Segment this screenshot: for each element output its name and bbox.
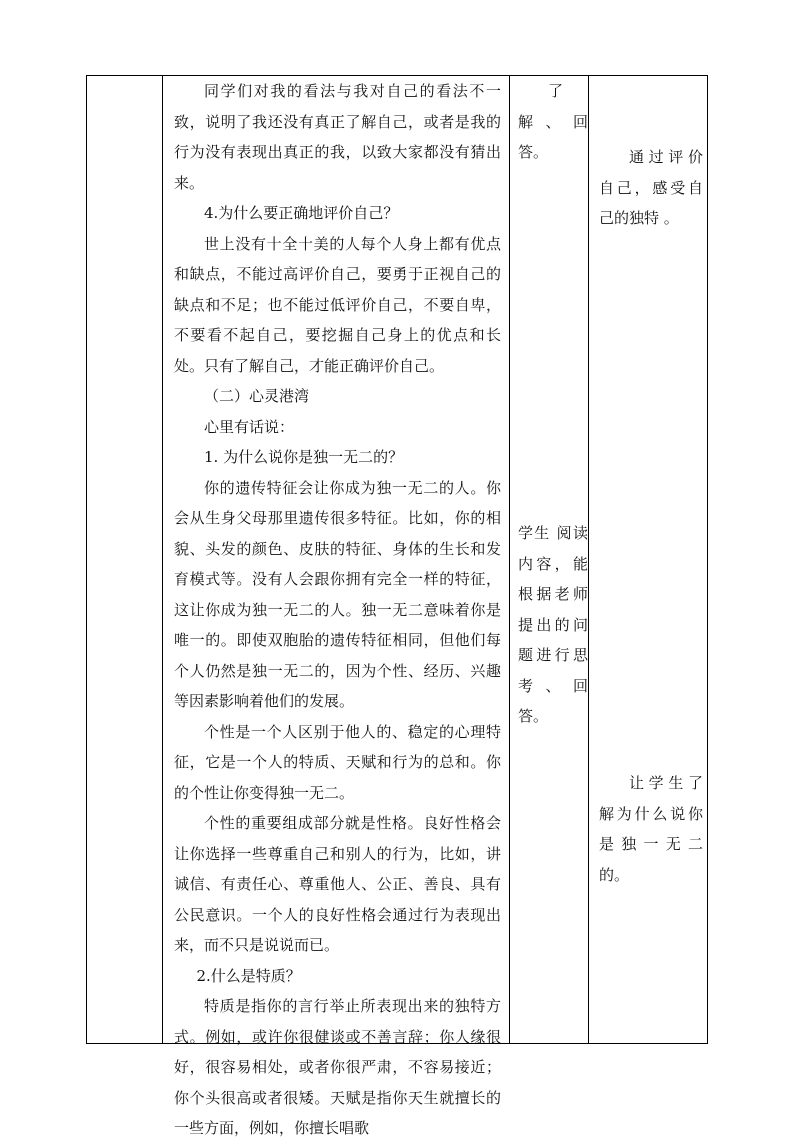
column-divider-3	[588, 76, 589, 1043]
lesson-table	[86, 75, 708, 1137]
section-heading: （二）心灵港湾	[204, 387, 310, 405]
content-paragraph: 世上没有十全十美的人每个人身上都有优点和缺点，不能过高评价自己，要勇于正视自己的缺点和不足；也不能过低评价自己，不要自卑，不要看不起自己，要挖掘自己身上的优点和长处。只有了解自己，才能正确评价自己。	[174, 234, 501, 375]
content-paragraph: 你的遗传特征会让你成为独一无二的人。你会从生身父母那里遗传很多特征。比如，你的相貌、头发的颜色、皮肤的特征、身体的生长和发育模式等。没有人会跟你拥有完全一样的特征，这让你成为独一无二的人。独一无二意味着你是唯一的。即使双胞胎的遗传特征相同，但他们每个人仍然是独一无二的，因为个性、经历、兴趣等因素影响着他们的发展。	[174, 478, 501, 710]
student-activity-cell	[512, 76, 590, 725]
column-divider-2	[509, 76, 510, 1043]
content-paragraph: 特质是指你的言行举止所表现出来的独特方式。例如，或许你很健谈或不善言辞；你人缘很好，很容易相处，或者你很严肃，不容易接近；你个头很高或者很矮。天赋是指你天生就擅长的一些方面，例如，你擅长唱歌	[174, 997, 501, 1137]
content-question: 1. 为什么说你是独一无二的？	[204, 448, 404, 466]
content-paragraph: 同学们对我的看法与我对自己的看法不一致，说明了我还没有真正了解自己，或者是我的行为没有表现出真正的我，以致大家都没有猜出来。	[174, 82, 501, 192]
student-activity-2: 学生 阅读内容，能根据老师提出的问题进行思考、回答。	[518, 524, 588, 725]
design-intent-2: 让学生了解为什么说你是独一无二的。	[599, 774, 703, 884]
student-activity-1: 了解、回答。	[518, 82, 588, 161]
content-question: 4.为什么要正确地评价自己？	[204, 204, 399, 222]
content-paragraph: 个性的重要组成部分就是性格。良好性格会让你选择一些尊重自己和别人的行为，比如，讲诚信、有责任心、尊重他人、公正、善良、具有公民意识。一个人的良好性格会通过行为表现出来，而不只是说说而已。	[174, 814, 501, 954]
content-paragraph: 个性是一个人区别于他人的、稳定的心理特征，它是一个人的特质、天赋和行为的总和。你的个性让你变得独一无二。	[174, 722, 501, 802]
teaching-content-cell	[164, 76, 509, 1144]
column-divider-1	[162, 76, 163, 1043]
design-intent-1: 通过评价自己，感受自己的独特 。	[599, 148, 703, 227]
subsection-heading: 心里有话说：	[204, 417, 295, 436]
content-question: 2.什么是特质？	[196, 966, 301, 985]
